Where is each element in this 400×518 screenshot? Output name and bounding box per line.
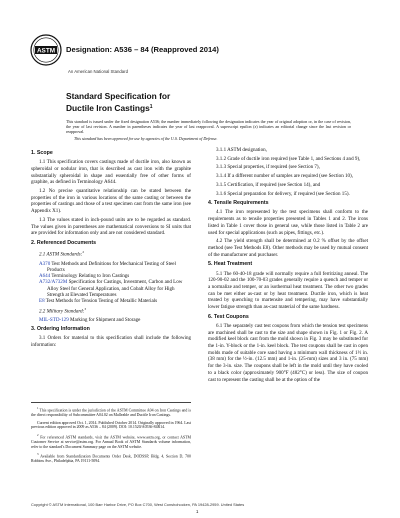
designation: Designation: A536 – 84 (Reapproved 2014)	[66, 45, 219, 54]
paragraph-4-2: 4.2 The yield strength shall be determined at 0.2 % offset by the offset method (see Test Methods E8). Other methods may be used by mutual consent of the manufacturer and purchaser.	[208, 238, 368, 258]
paragraph-1-2: 1.2 No precise quantitative relationship can be stated between the properties of the iron in various locations of the same casting or between the properties of castings and those of a test specimen cast from the same iron (see Appendix X1).	[31, 188, 191, 215]
reference-e8[interactable]: E8 Test Methods for Tension Testing of Metallic Materials	[39, 298, 158, 305]
footnote-2: $^2$ For referenced ASTM standards, visit the ASTM website, www.astm.org, or contact ASTM Customer Service at service@astm.org. For Annual Book of ASTM Standards volume information, refer to the standard's Document Summary page on the ASTM website.	[31, 432, 191, 449]
item-3-1-6: 3.1.6 Special preparation for delivery, if required (see Section 15).	[216, 190, 350, 197]
title-line-1: Standard Specification for	[66, 91, 171, 101]
paragraph-2-2: 2.2 Military Standard:$^3$	[39, 306, 87, 315]
paragraph-4-1: 4.1 The iron represented by the test specimens shall conform to the requirements as to tensile properties presented in Tables 1 and 2. The irons listed in Table 1 cover those in general use, while those listed in Table 2 are used for special applications (such as pipes, fittings, etc.).	[208, 209, 368, 236]
reference-a644[interactable]: A644 Terminology Relating to Iron Castings	[39, 273, 130, 280]
right-column	[208, 147, 368, 385]
section-5-heading: 5. Heat Treatment	[208, 261, 253, 268]
section-2-heading: 2. Referenced Documents	[31, 239, 97, 246]
logo-text: ASTM	[36, 47, 56, 55]
item-3-1-2: 3.1.2 Grade of ductile iron required (see Table 1, and Sections 4 and 9),	[216, 155, 361, 162]
paragraph-6-1: 6.1 The separately cast test coupons from which the tension test specimens are machined shall be cast to the size and shape shown in Fig. 1 or Fig. 2. A modified keel block cast from the mold shown in Fig. 3 may be substituted for the 1-in. Y-block or the 1-in. keel block. The test coupons shall be cast in open molds made of suitable core sand having a minimum wall thickness of 1½ in. (38 mm) for the ½-in. (12.5 mm) and 1-in. (25-mm) sizes and 3 in. (75 mm) for the 3-in. size. The coupons shall be left in the mold until they have cooled to a black color (approximately 900°F (482°C) or less). The size of coupon cast to represent the casting shall be at the option of the	[208, 322, 368, 383]
title-line-2: Ductile Iron Castings$^1$	[66, 102, 153, 113]
section-3-heading: 3. Ordering Information	[31, 326, 90, 333]
footnote-1: $^1$ This specification is under the jurisdiction of the ASTM Committee A04 on Iron Castings and is the direct responsibility of Subcommittee A04.02 on Malleable and Ductile Iron Castings.	[31, 406, 191, 418]
paragraph-3-1: 3.1 Orders for material to this specification shall include the following information:	[31, 335, 191, 349]
item-3-1-3: 3.1.3 Special properties, if required (see Section 7),	[216, 164, 320, 171]
paragraph-1-1: 1.1 This specification covers castings made of ductile iron, also known as spheroidal or nodular iron, that is described as cast iron with the graphite substantially spheroidal in shape and essentially free of other forms of graphite, as defined in Terminology A644.	[31, 159, 191, 186]
reference-a370[interactable]: A370 Test Methods and Definitions for Mechanical Testing of Steel Products	[39, 260, 176, 273]
section-4-heading: 4. Tensile Requirements	[208, 200, 269, 207]
item-3-1-4: 3.1.4 If a different number of samples are required (see Section 10),	[216, 173, 353, 180]
paragraph-1-3: 1.3 The values stated in inch-pound units are to be regarded as standard. The values given in parentheses are mathematical conversions to SI units that are provided for information only and are not considered standard.	[31, 216, 191, 237]
footnote-3: $^3$ Available from Standardization Documents Order Desk, DODSSP, Bldg. 4, Section D, 700 Robbins Ave., Philadelphia, PA 19111-5094.	[31, 452, 192, 464]
reference-mil-std-129[interactable]: MIL-STD-129 Marking for Shipment and Storage	[39, 316, 141, 323]
footnotes	[31, 402, 191, 467]
dod-approval-note: This standard has been approved for use by agencies of the U.S. Department of Defense.	[74, 135, 218, 141]
item-3-1-1: 3.1.1 ASTM designation,	[216, 147, 267, 153]
page-number: 1	[196, 509, 199, 514]
section-1-heading: 1. Scope	[31, 150, 53, 156]
item-3-1-5: 3.1.5 Certification, if required (see Section 14), and	[216, 181, 321, 188]
paragraph-5-1: 5.1 The 60-40-18 grade will normally require a full ferritizing anneal. The 120-90-02 and the 100-70-03 grades generally require a quench and temper or a normalize and temper, or an isothermal heat treatment. The other two grades can be met either as-cast or by heat treatment. Ductile iron, which is heat treated by quenching to martensite and tempering, may have substantially lower fatigue strength than as-cast material of the same hardness.	[208, 270, 368, 311]
astm-logo-icon	[30, 34, 62, 66]
left-column	[31, 147, 191, 351]
title-footnote-mark: 1	[149, 103, 153, 110]
standard-issue-note	[66, 119, 351, 143]
reference-a732[interactable]: A732/A732M Specification for Castings, Investment, Carbon and Low Alloy Steel for General Application, and Cobalt Alloy for High Strength at Elevated Temperatures	[39, 279, 183, 298]
american-national-standard-notice: An American National Standard	[68, 69, 128, 74]
copyright-footer: Copyright © ASTM International, 100 Barr Harbor Drive, PO Box C700, West Conshohocken, PA 19428-2959. United States	[31, 502, 245, 507]
section-6-heading: 6. Test Coupons	[208, 313, 249, 320]
footnote-1-edition: Current edition approved Oct. 1, 2014. Published October 2014. Originally approved in 1964. Last previous edition approved in 2009 as A536 – 84 (2009). DOI: 10.1520/A0536-84R14.	[31, 420, 191, 430]
paragraph-2-1: 2.1 ASTM Standards:$^2$	[39, 250, 85, 258]
document-title	[66, 91, 306, 113]
issue-note-text: This standard is issued under the fixed designation A536; the number immediately following the designation indicates the year of original adoption or, in the case of revision, the year of last revision. A number in parentheses indicates the year of last reapproval. A superscript epsilon (ε) indicates an editorial change since the last revision or reapproval.	[66, 119, 351, 135]
